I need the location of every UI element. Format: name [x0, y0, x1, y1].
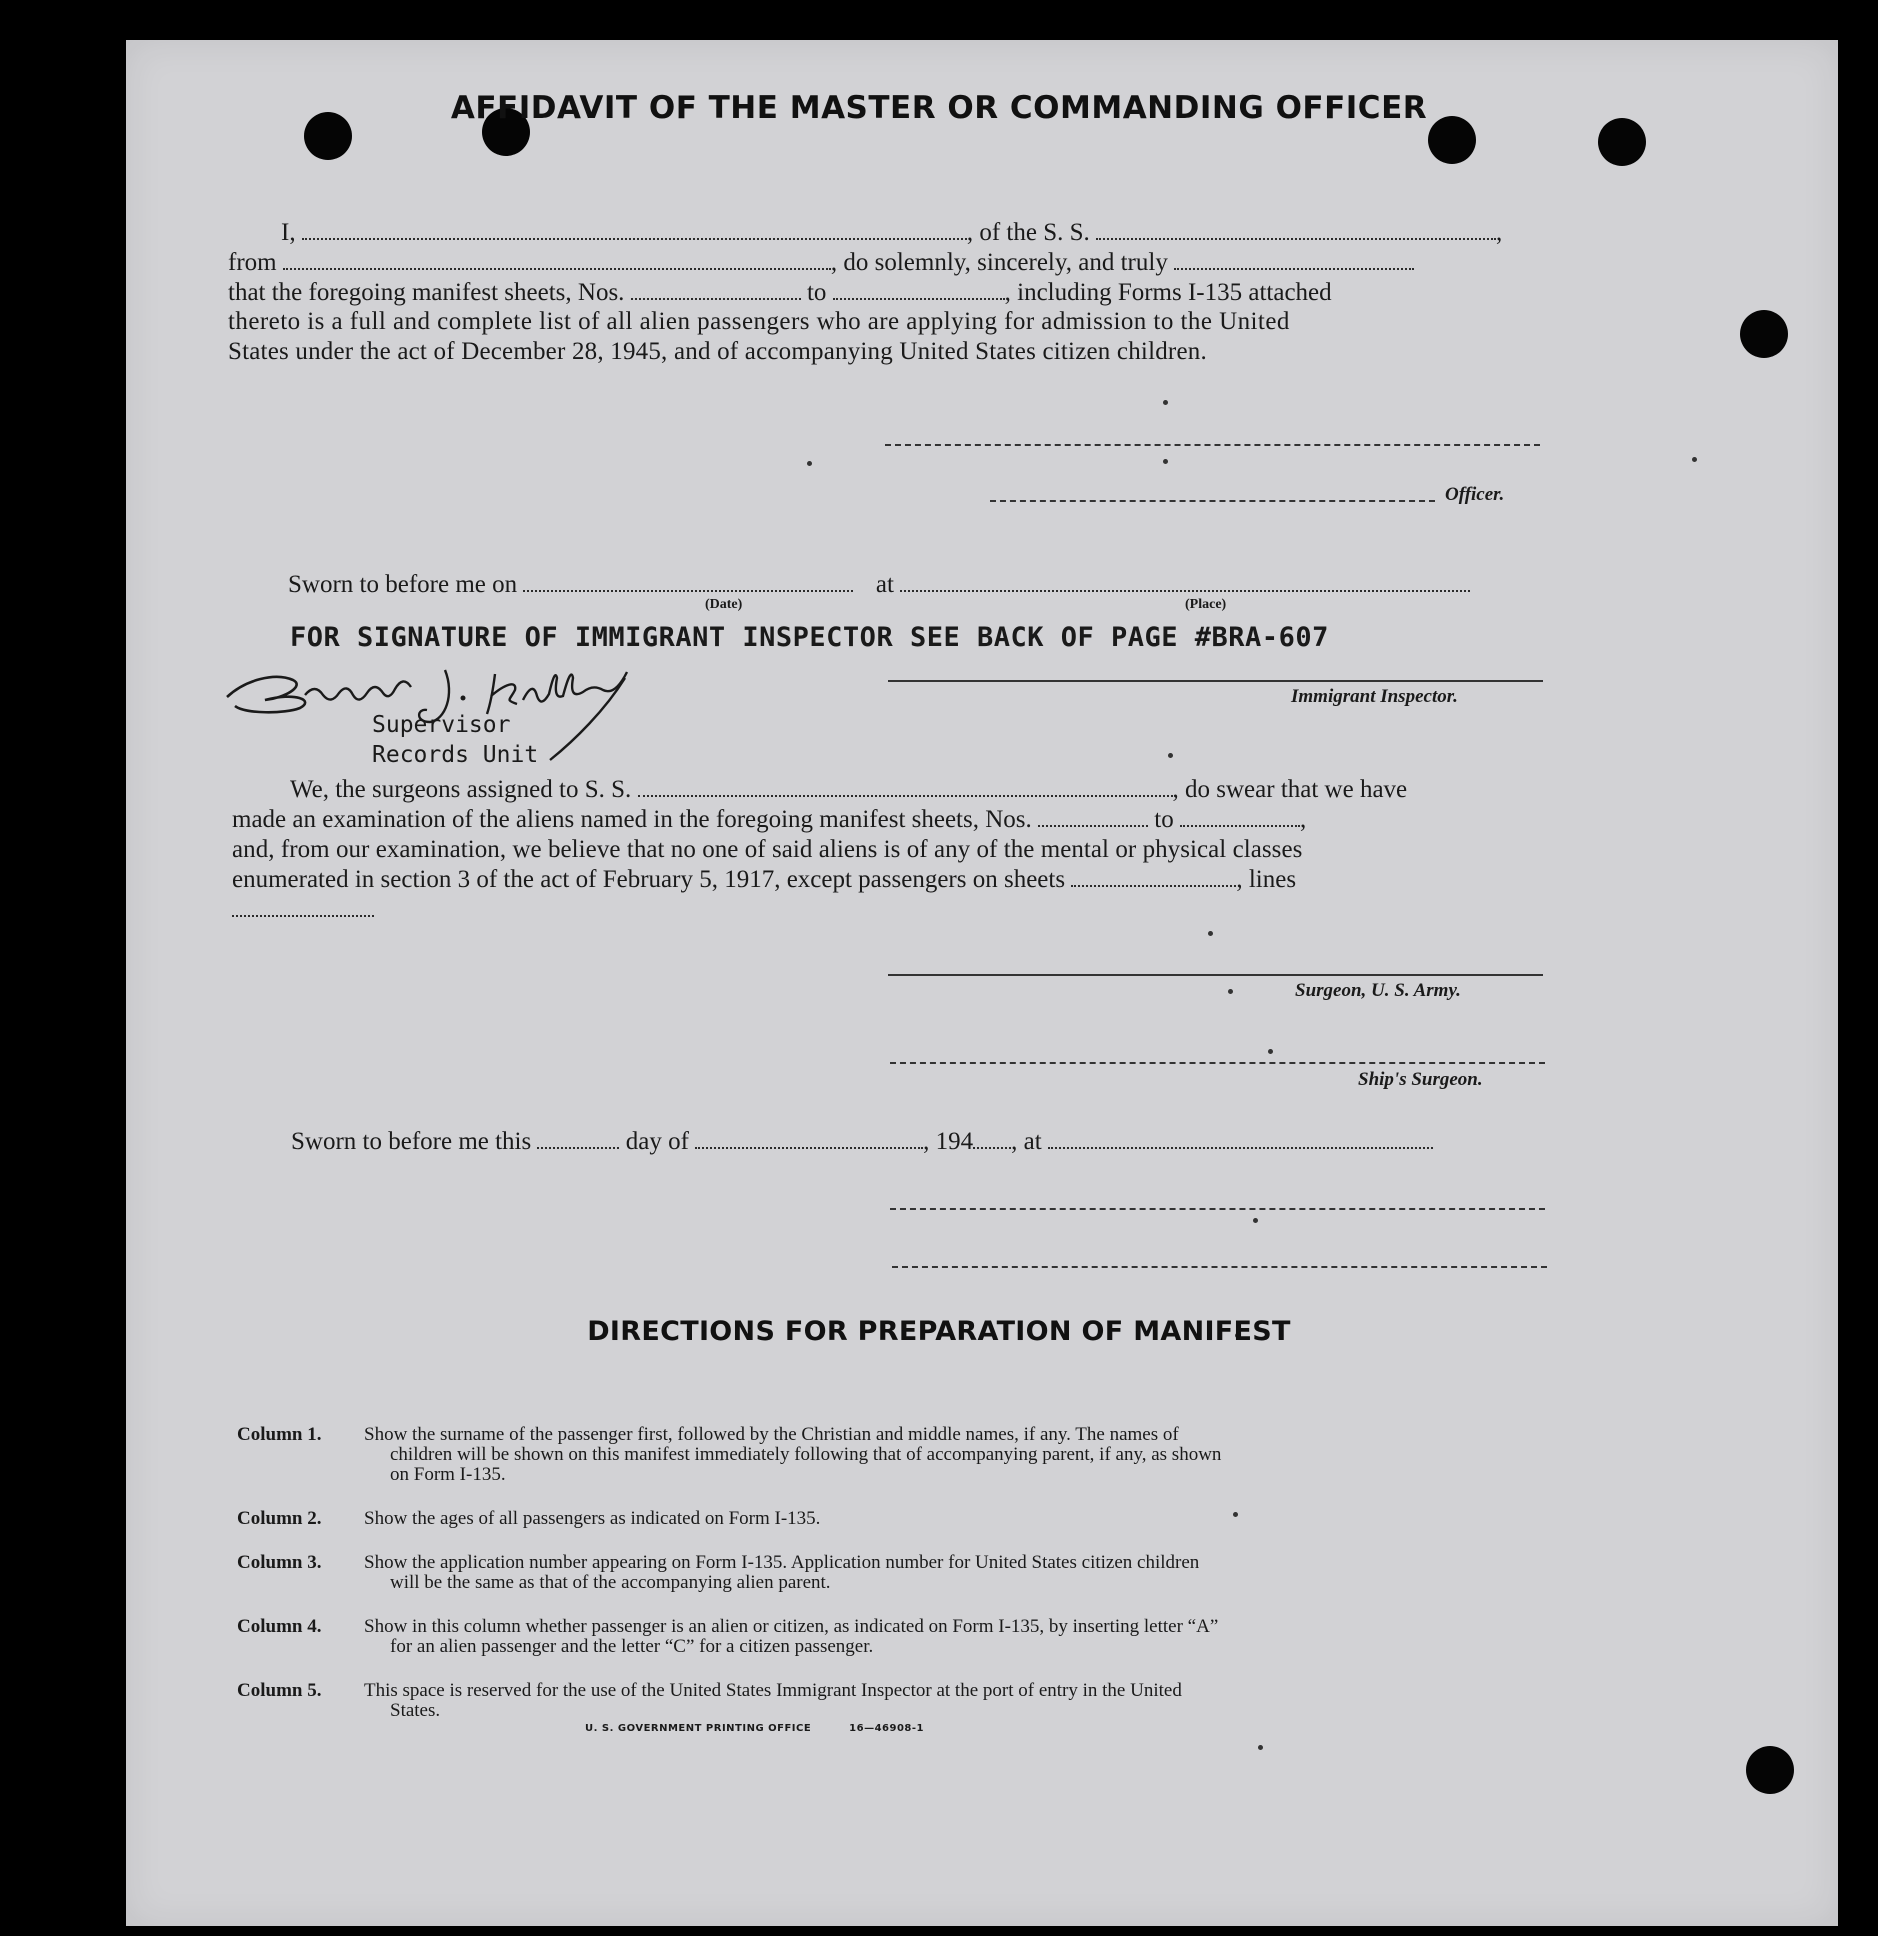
oath-field[interactable] — [1174, 250, 1414, 270]
sheets-to-field[interactable] — [833, 280, 1005, 300]
surgeons-sheets-from-field[interactable] — [1038, 807, 1148, 827]
speck — [1168, 753, 1173, 758]
direction-column-3: Column 3. Show the application number appearing on Form I-135. Application number for United States citizen children will be the same as that of the accompanying alien parent. — [237, 1552, 1200, 1593]
affidavit-title: AFFIDAVIT OF THE MASTER OR COMMANDING OFFICER — [450, 90, 1428, 126]
speck — [1268, 1049, 1273, 1054]
printing-office-footer: U. S. GOVERNMENT PRINTING OFFICE 16—46908-1 — [585, 1723, 924, 1734]
sheets-from-field[interactable] — [631, 280, 801, 300]
surgeons-line-2: made an examination of the aliens named in the foregoing manifest sheets, Nos. to , — [232, 806, 1307, 833]
affidavit-line-5: States under the act of December 28, 1945, and of accompanying United States citizen children. — [228, 338, 1207, 365]
stamp-records-unit: Records Unit — [372, 742, 539, 768]
sworn-day-field[interactable] — [537, 1129, 619, 1149]
signature-line[interactable] — [885, 444, 1540, 446]
sworn-place-field[interactable] — [900, 572, 1470, 592]
direction-column-2: Column 2. Show the ages of all passengers as indicated on Form I-135. — [237, 1508, 821, 1529]
except-sheets-field[interactable] — [1071, 867, 1236, 887]
except-lines-field[interactable] — [232, 897, 374, 917]
sworn-officer-line: Sworn to before me on at — [288, 570, 1470, 600]
speck — [1692, 457, 1697, 462]
officer-label: Officer. — [1445, 484, 1505, 505]
punch-hole — [1746, 1746, 1794, 1794]
surgeons-line-4: enumerated in section 3 of the act of February 5, 1917, except passengers on sheets , lines — [232, 866, 1297, 893]
speck — [1208, 931, 1213, 936]
date-caption: (Date) — [705, 597, 743, 612]
sworn-date-field[interactable] — [523, 572, 853, 592]
sworn-month-field[interactable] — [695, 1129, 923, 1149]
sworn-surgeons-place-field[interactable] — [1048, 1129, 1433, 1149]
direction-column-5: Column 5. This space is reserved for the use of the United States Immigrant Inspector at the port of entry in the United States. — [237, 1680, 1182, 1721]
inspector-note: FOR SIGNATURE OF IMMIGRANT INSPECTOR SEE BACK OF PAGE #BRA-607 — [290, 622, 1329, 653]
ship-surgeon-signature-line[interactable] — [890, 1062, 1545, 1064]
army-surgeon-signature-line[interactable] — [888, 974, 1543, 976]
place-caption: (Place) — [1185, 597, 1227, 612]
speck — [807, 461, 812, 466]
army-surgeon-label: Surgeon, U. S. Army. — [1295, 980, 1461, 1001]
affidavit-line-3: that the foregoing manifest sheets, Nos. to , including Forms I-135 attached — [228, 279, 1332, 306]
stamp-supervisor: Supervisor — [372, 712, 511, 738]
sworn-year-field[interactable] — [973, 1129, 1011, 1149]
speck — [1163, 459, 1168, 464]
surgeons-sheets-to-field[interactable] — [1180, 807, 1300, 827]
ship-surgeon-label: Ship's Surgeon. — [1358, 1069, 1483, 1090]
inspector-label: Immigrant Inspector. — [1291, 686, 1458, 707]
speck — [1163, 400, 1168, 405]
officer-signature-line[interactable] — [990, 500, 1435, 502]
direction-column-1: Column 1. Show the surname of the passenger first, followed by the Christian and middle names, if any. The names of children will be shown on this manifest immediately following that of accompanying parent, if any, as shown on Form I-135. — [237, 1424, 1222, 1485]
witness-signature-line-1[interactable] — [890, 1208, 1545, 1210]
speck — [1258, 1745, 1263, 1750]
speck — [1228, 989, 1233, 994]
speck — [1253, 1218, 1258, 1223]
witness-signature-line-2[interactable] — [892, 1266, 1547, 1268]
ship-name-field[interactable] — [1096, 220, 1496, 240]
affidavit-line-4: thereto is a full and complete list of all alien passengers who are applying for admission to the United — [228, 308, 1290, 335]
sworn-surgeons-line: Sworn to before me this day of , 194 , at — [291, 1127, 1433, 1157]
master-name-field[interactable] — [302, 220, 967, 240]
inspector-signature-line[interactable] — [888, 680, 1543, 682]
affidavit-line-1: I, , of the S. S. , — [281, 219, 1503, 246]
surgeons-line-5 — [232, 895, 374, 925]
directions-title: DIRECTIONS FOR PREPARATION OF MANIFEST — [587, 1316, 1291, 1347]
affidavit-line-2: from , do solemnly, sincerely, and truly — [228, 248, 1414, 278]
surgeons-line-1: We, the surgeons assigned to S. S. , do swear that we have — [290, 776, 1408, 803]
surgeons-ship-field[interactable] — [638, 777, 1173, 797]
port-from-field[interactable] — [283, 250, 831, 270]
surgeons-line-3: and, from our examination, we believe that no one of said aliens is of any of the mental or physical classes — [232, 836, 1303, 863]
punch-hole — [1740, 310, 1788, 358]
direction-column-4: Column 4. Show in this column whether passenger is an alien or citizen, as indicated on Form I-135, by inserting letter “A” for an alien passenger and the letter “C” for a citizen passenger. — [237, 1616, 1219, 1657]
